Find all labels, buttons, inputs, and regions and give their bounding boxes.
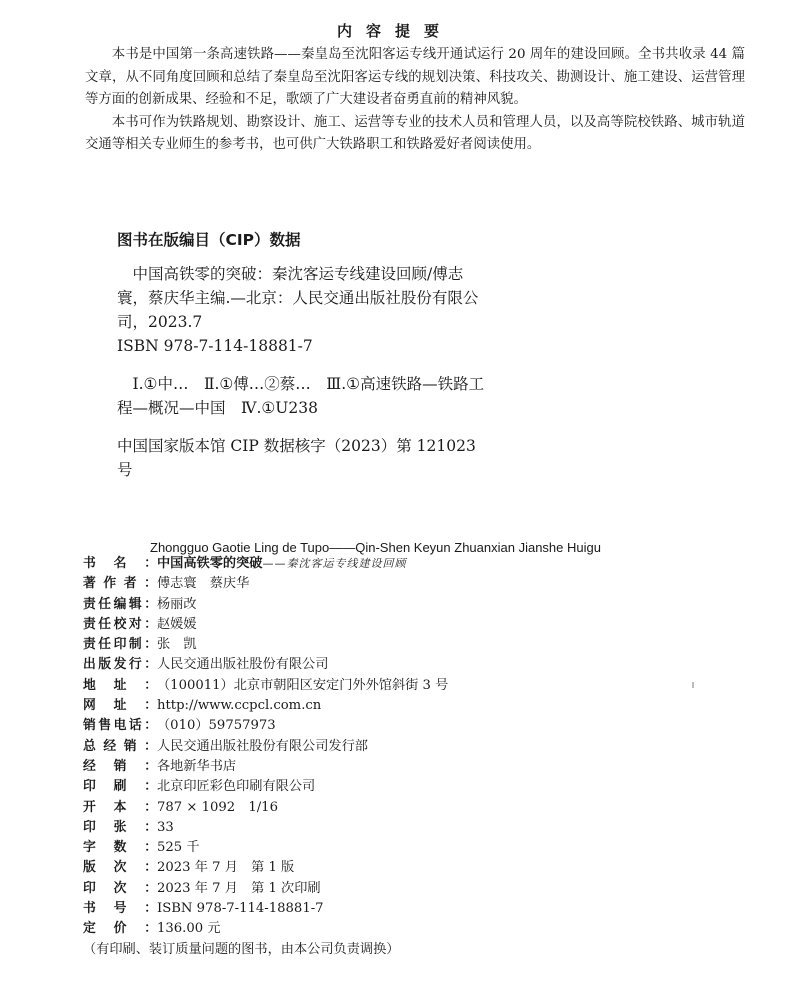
colophon-label: 经 销 ：	[83, 758, 157, 774]
colophon-value: 张 凯	[157, 637, 197, 653]
colophon-label: 网 址 ：	[83, 698, 157, 714]
cip-bibliographic-entry: 中国高铁零的突破：秦沈客运专线建设回顾/傅志寰，蔡庆华主编.—北京：人民交通出版社股份有限公司，2023.7	[117, 265, 479, 331]
colophon-value: 525 千	[157, 840, 200, 856]
cip-data-block	[117, 262, 487, 482]
cip-heading: 图书在版编目（CIP）数据	[117, 231, 301, 249]
colophon-value: 人民交通出版社股份有限公司发行部	[157, 738, 368, 754]
colophon-value: 杨丽改	[157, 596, 197, 612]
colophon-label: 印 张 ：	[83, 819, 157, 835]
colophon-row	[83, 716, 448, 736]
colophon-value: 2023 年 7 月 第 1 次印刷	[157, 880, 321, 896]
cip-isbn: ISBN 978-7-114-18881-7	[117, 337, 313, 355]
colophon-value: 人民交通出版社股份有限公司	[157, 657, 329, 673]
colophon-row	[83, 757, 448, 777]
colophon-value: 赵媛媛	[157, 616, 197, 632]
colophon-value: ISBN 978-7-114-18881-7	[157, 901, 324, 917]
colophon-value: 787 × 1092 1/16	[157, 799, 278, 815]
cip-subject-headings: Ⅰ.①中… Ⅱ.①傅…②蔡… Ⅲ.①高速铁路—铁路工程—概况—中国 Ⅳ.①U238	[117, 375, 485, 417]
colophon-row	[83, 798, 448, 818]
colophon-row	[83, 818, 448, 838]
colophon-label: 印 刷 ：	[83, 779, 157, 795]
colophon-row	[83, 574, 448, 594]
colophon-row	[83, 615, 448, 635]
colophon-label: 地 址 ：	[83, 677, 157, 693]
colophon-value: 33	[157, 819, 174, 835]
cip-record-number: 中国国家版本馆 CIP 数据核字（2023）第 121023 号	[117, 437, 476, 479]
colophon-value: 北京印匠彩色印刷有限公司	[157, 779, 316, 795]
colophon-label: 版 次 ：	[83, 860, 157, 876]
colophon-value: http://www.ccpcl.com.cn	[157, 698, 322, 714]
colophon-row	[83, 655, 448, 675]
colophon-label: 书 名 ：	[83, 556, 157, 571]
colophon-value: （100011）北京市朝阳区安定门外外馆斜街 3 号	[157, 677, 449, 693]
colophon-row	[83, 696, 448, 716]
colophon-label: 字 数 ：	[83, 840, 157, 856]
quality-note: （有印刷、装订质量问题的图书，由本公司负责调换）	[83, 941, 400, 957]
colophon-row-title	[83, 554, 448, 574]
colophon-row	[83, 676, 448, 696]
colophon-value: 各地新华书店	[157, 758, 237, 774]
colophon-value	[157, 554, 407, 574]
colophon-label: 责 任 校 对 ：	[83, 616, 157, 632]
summary-paragraph: 本书是中国第一条高速铁路——秦皇岛至沈阳客运专线开通试运行 20 周年的建设回顾。全书共收录 44 篇文章，从不同角度回顾和总结了秦皇岛至沈阳客运专线的规划决策、科技攻关、勘测设计、施工建设、运营管理等方面的创新成果、经验和不足，歌颂了广大建设者奋勇直前的精神风貌。	[85, 47, 745, 107]
colophon-value: （010）59757973	[157, 718, 276, 734]
book-title: 中国高铁零的突破	[157, 556, 263, 571]
pinyin-title: Zhongguo Gaotie Ling de Tupo——Qin-Shen Keyun Zhuanxian Jianshe Huigu	[150, 540, 601, 555]
colophon-table	[83, 554, 448, 960]
colophon-row	[83, 737, 448, 757]
book-subtitle: ——秦沈客运专线建设回顾	[262, 557, 407, 570]
colophon-row	[83, 777, 448, 797]
summary-section	[85, 44, 745, 157]
colophon-row	[83, 858, 448, 878]
colophon-label: 著 作 者 ：	[83, 576, 157, 592]
summary-heading: 内容提要	[336, 22, 453, 40]
colophon-label: 责 任 印 制 ：	[83, 637, 157, 653]
colophon-label: 责 任 编 辑 ：	[83, 596, 157, 612]
colophon-label: 定 价 ：	[83, 921, 157, 937]
colophon-label: 总 经 销 ：	[83, 738, 157, 754]
colophon-row	[83, 919, 448, 939]
colophon-row	[83, 595, 448, 615]
colophon-row	[83, 838, 448, 858]
colophon-label: 书 号 ：	[83, 901, 157, 917]
colophon-label: 销 售 电 话 ：	[83, 718, 157, 734]
colophon-value: 136.00 元	[157, 921, 221, 937]
scan-speck	[692, 682, 694, 688]
colophon-row	[83, 879, 448, 899]
colophon-label: 出 版 发 行 ：	[83, 657, 157, 673]
summary-paragraph: 本书可作为铁路规划、勘察设计、施工、运营等专业的技术人员和管理人员，以及高等院校铁路、城市轨道交通等相关专业师生的参考书，也可供广大铁路职工和铁路爱好者阅读使用。	[85, 114, 745, 152]
colophon-value: 2023 年 7 月 第 1 版	[157, 860, 295, 876]
colophon-label: 印 次 ：	[83, 880, 157, 896]
colophon-row	[83, 635, 448, 655]
colophon-value: 傅志寰 蔡庆华	[157, 576, 250, 592]
colophon-row	[83, 899, 448, 919]
colophon-rows	[83, 574, 448, 939]
colophon-label: 开 本 ：	[83, 799, 157, 815]
